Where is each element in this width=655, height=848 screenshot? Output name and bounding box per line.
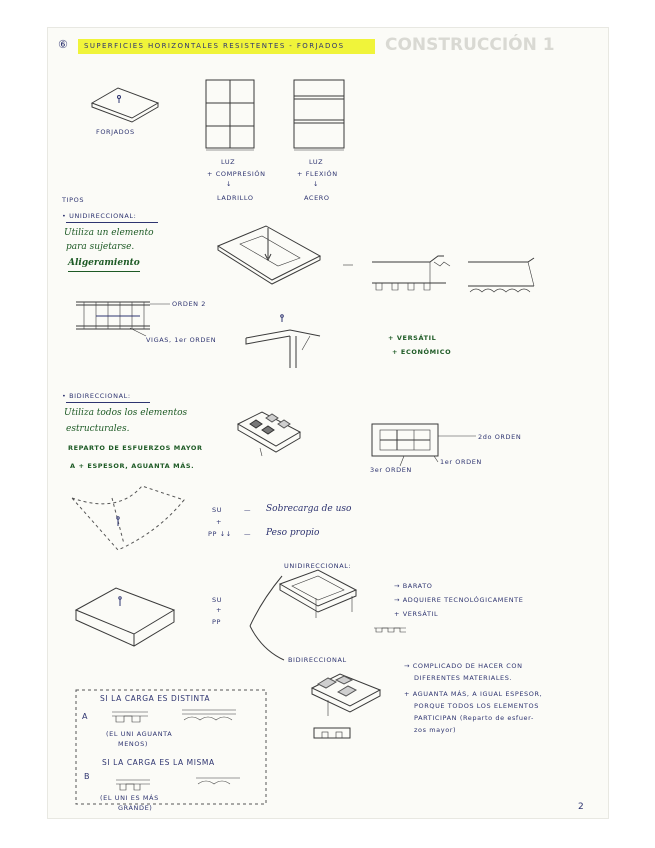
unidirectional-underline xyxy=(66,222,158,223)
forjados-label: FORJADOS xyxy=(96,128,135,136)
case-b-heading: SI LA CARGA ES LA MISMA xyxy=(102,758,215,767)
bidirectional-module-sketch xyxy=(312,674,380,716)
unidirectional-text-3: Aligeramiento xyxy=(68,258,140,268)
brick-frame-arrow: ↓ xyxy=(226,180,233,188)
case-a-letter: A xyxy=(82,712,89,721)
su-dash: — xyxy=(244,506,252,514)
aligeramiento-underline xyxy=(68,271,140,272)
bi-comparison-label: BIDIRECCIONAL xyxy=(288,656,347,664)
pp-dash: — xyxy=(244,530,252,538)
pp-description: Peso propio xyxy=(266,528,320,538)
section-a-sketch xyxy=(112,710,236,722)
bidirectional-text-3: REPARTO DE ESFUERZOS MAYOR xyxy=(68,444,203,452)
brick-frame-material: LADRILLO xyxy=(217,194,254,202)
pp-label-2: PP xyxy=(212,618,222,626)
bleed-through-text: CONSTRUCCIÓN 1 xyxy=(385,35,555,55)
section-b-sketch xyxy=(116,778,240,790)
comparison-box-outline xyxy=(76,690,266,804)
uni-point-2: → ADQUIERE TECNOLÓGICAMENTE xyxy=(394,596,524,604)
case-b-note-2: GRANDE) xyxy=(118,804,153,812)
uni-point-1: → BARATO xyxy=(394,582,433,590)
bidirectional-heading: • BIDIRECCIONAL: xyxy=(62,392,131,400)
deflected-slab-sketch xyxy=(72,486,184,550)
steel-frame-luz: LUZ xyxy=(309,158,324,166)
brick-frame-compression: + COMPRESIÓN xyxy=(207,170,266,178)
steel-frame-arrow: ↓ xyxy=(313,180,320,188)
bi-point-2: DIFERENTES MATERIALES. xyxy=(414,674,513,682)
pp-label: PP ↓↓ xyxy=(208,530,232,538)
bi-point-6: zos mayor) xyxy=(414,726,457,734)
joist-plan-sketch xyxy=(76,302,170,336)
economico-label: + ECONÓMICO xyxy=(392,348,452,356)
forjado-slab-sketch xyxy=(92,88,158,122)
unidirectional-module-sketch xyxy=(280,570,356,618)
bi-point-1: → COMPLICADO DE HACER CON xyxy=(404,662,523,670)
bi-point-3: + AGUANTA MÁS, A IGUAL ESPESOR, xyxy=(404,690,543,698)
bi-point-4: PORQUE TODOS LOS ELEMENTOS xyxy=(414,702,539,710)
loads-plus: + xyxy=(216,518,223,526)
bidirectional-underline xyxy=(66,402,150,403)
steel-frame-sketch xyxy=(294,80,344,150)
second-order-label: 2do ORDEN xyxy=(478,433,522,441)
su-label: SU xyxy=(212,506,223,514)
waffle-slab-sketch xyxy=(238,412,300,456)
brick-frame-luz: LUZ xyxy=(221,158,236,166)
case-b-letter: B xyxy=(84,772,91,781)
case-a-heading: SI LA CARGA ES DISTINTA xyxy=(100,694,211,703)
first-order-label: 1er ORDEN xyxy=(440,458,482,466)
steel-frame-material: ACERO xyxy=(304,194,330,202)
third-order-label: 3er ORDEN xyxy=(370,466,412,474)
page-title: SUPERFICIES HORIZONTALES RESISTENTES - FORJADOS xyxy=(84,42,345,50)
vault-section-sketch xyxy=(468,258,534,292)
thick-slab-sketch xyxy=(76,588,174,646)
tipos-label: TIPOS xyxy=(62,196,85,204)
section-number-mark: ⑥ xyxy=(58,38,68,51)
versatil-label: + VERSÁTIL xyxy=(388,334,437,342)
case-a-note: (EL UNI AGUANTA xyxy=(106,730,173,738)
steel-frame-flexion: + FLEXIÓN xyxy=(297,170,338,178)
su-label-2: SU xyxy=(212,596,223,604)
page-number: 2 xyxy=(578,802,584,812)
case-a-note-2: MENOS) xyxy=(118,740,148,748)
case-b-note: (EL UNI ES MÁS xyxy=(100,794,159,802)
unidirectional-text-1: Utiliza un elemento xyxy=(64,228,154,238)
joist-section-sketch xyxy=(372,256,450,290)
loads-plus-2: + xyxy=(216,606,223,614)
uni-comparison-label: UNIDIRECCIONAL: xyxy=(284,562,352,570)
unidirectional-heading: • UNIDIRECCIONAL: xyxy=(62,212,137,220)
bidirectional-text-2: estructurales. xyxy=(66,424,130,434)
unidirectional-slab-sketch xyxy=(218,226,320,284)
corner-detail-sketch xyxy=(246,315,320,368)
su-description: Sobrecarga de uso xyxy=(266,504,352,514)
uni-point-3: + VERSÁTIL xyxy=(394,610,439,618)
unidirectional-text-2: para sujetarse. xyxy=(66,242,135,252)
bi-point-5: PARTICIPAN (Reparto de esfuer- xyxy=(414,714,534,722)
brick-frame-sketch xyxy=(206,80,254,150)
bidirectional-text-4: A + ESPESOR, AGUANTA MÁS. xyxy=(70,462,195,470)
bidirectional-text-1: Utiliza todos los elementos xyxy=(64,408,188,418)
orden2-label: ORDEN 2 xyxy=(172,300,207,308)
vigas-label: VIGAS, 1er ORDEN xyxy=(146,336,217,344)
